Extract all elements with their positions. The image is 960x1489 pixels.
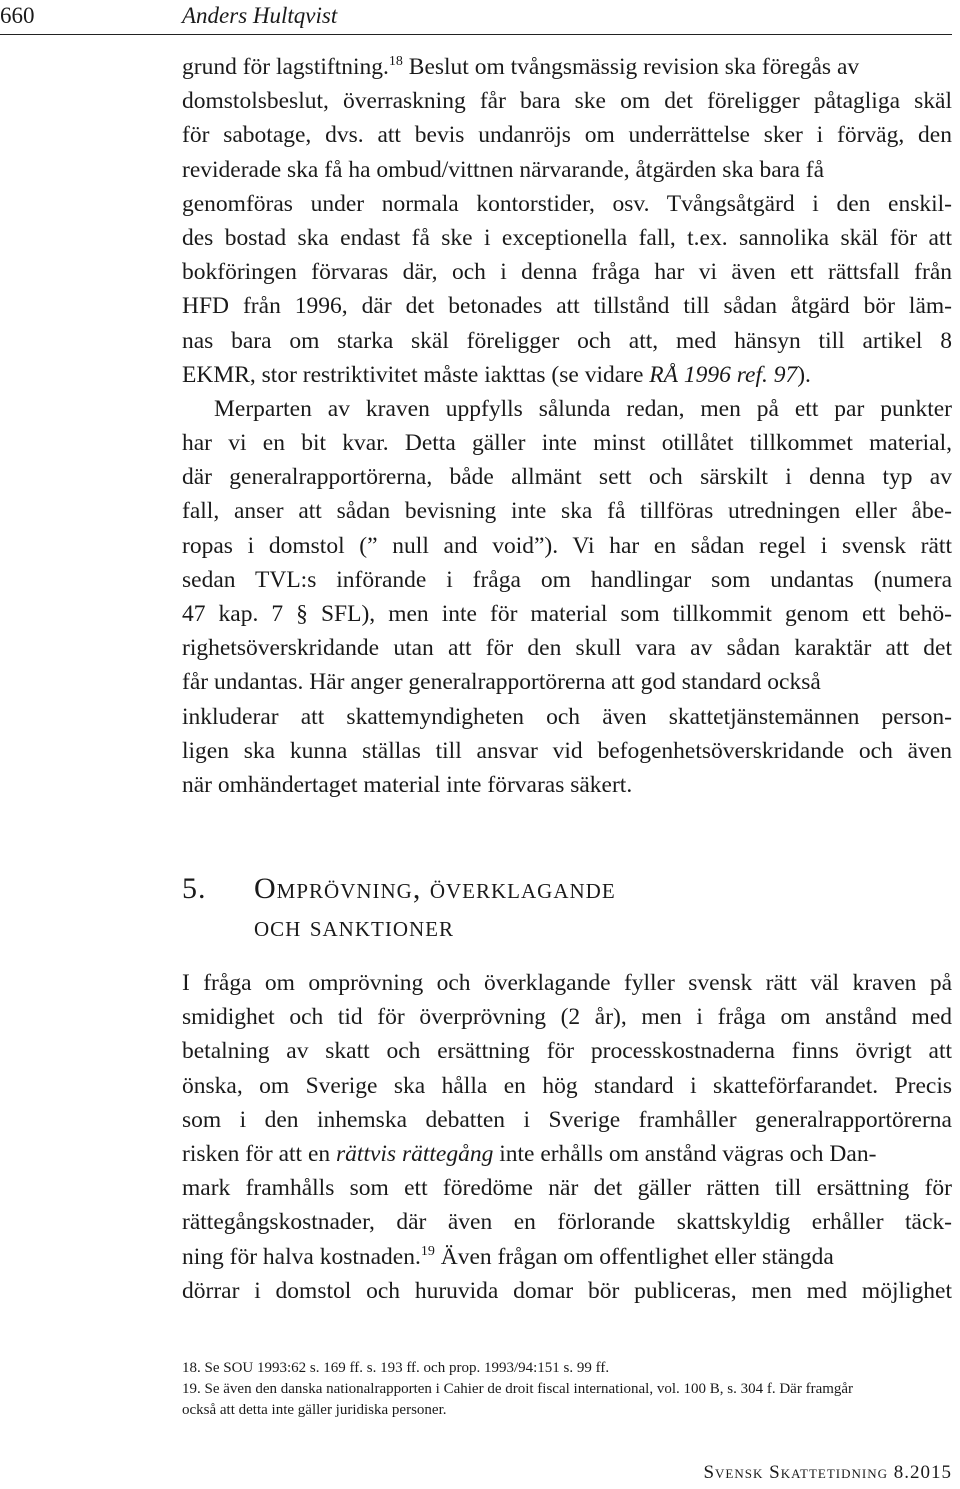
footnotes (182, 1358, 952, 1421)
body-text-top (182, 50, 952, 802)
section-title-line-2: och sanktioner (254, 910, 454, 943)
footnote-19: 19. Se även den danska nationalrapporten i Cahier de droit fiscal international, vol. 100 B, s. 304 f. Där framgår (182, 1381, 854, 1397)
text-line: HFD från 1996, där det betonades att tillstånd till sådan åtgärd bör läm- (182, 293, 952, 320)
text-line: des bostad ska endast få ske i exceptionella fall, t.ex. sannolika skäl för att (182, 224, 952, 251)
header-rule (0, 34, 952, 35)
text-line: som i den inhemska debatten i Sverige framhåller generalrapportörerna (182, 1106, 952, 1133)
text-line: mark framhålls som ett föredöme när det gäller rätten till ersättning för (182, 1175, 952, 1202)
text-line: ning för halva kostnaden.$^{19}$ Även frågan om offentlighet eller stängda (182, 1243, 834, 1270)
text-line: för sabotage, dvs. att bevis undanröjs om underrättelse sker i förväg, den (182, 122, 952, 149)
footnote-19-continued: också att detta inte gäller juridiska personer. (182, 1402, 447, 1418)
text-line: betalning av skatt och ersättning för processkostnaderna finns övrigt att (182, 1038, 952, 1065)
section-number: 5. (182, 872, 207, 905)
page-header (0, 0, 960, 36)
text-line: ropas i domstol (” null and void”). Vi har en sådan regel i svensk rätt (182, 532, 952, 559)
body-text-section (182, 966, 952, 1308)
case-reference: RÅ 1996 ref. 97 (649, 361, 798, 388)
text-line: inkluderar att skattemyndigheten och även skattetjänstemännen person- (182, 703, 952, 730)
text-line: när omhändertaget material inte förvaras säkert. (182, 771, 633, 798)
text-line: smidighet och tid för överprövning (2 år), men i fråga om anstånd med (182, 1004, 952, 1031)
text-line: rättegångskostnader, där även en förlorande skattskyldig erhåller täck- (182, 1209, 952, 1236)
text-line: önska, om Sverige ska hålla en hög standard i skatteförfarandet. Precis (182, 1072, 952, 1099)
footnote-ref-19[interactable]: 19 (420, 1243, 435, 1259)
text-line: domstolsbeslut, överraskning får bara ske om det föreligger påtagliga skäl (182, 88, 952, 115)
emphasis-phrase: rättvis rättegång (336, 1140, 494, 1167)
text-line: reviderade ska få ha ombud/vittnen närvarande, åtgärden ska bara få (182, 156, 825, 183)
journal-footer: Svensk Skattetidning 8.2015 (703, 1462, 952, 1483)
text-line: nas bara om starka skäl föreligger och att, med hänsyn till artikel 8 (182, 327, 952, 354)
text-line: bokföringen förvaras där, och i denna fråga har vi även ett rättsfall från (182, 259, 952, 286)
text-line: risken för att en rättvis rättegång inte erhålls om anstånd vägras och Dan- (182, 1140, 877, 1167)
text-line: EKMR, stor restriktivitet måste iakttas (se vidare RÅ 1996 ref. 97). (182, 361, 811, 388)
text-line: sedan TVL:s införande i fråga om handlingar som undantas (numera (182, 566, 952, 593)
text-line: grund för lagstiftning.$^{18}$ Beslut om tvångsmässig revision ska föregås av (182, 54, 860, 80)
footnote-18: 18. Se SOU 1993:62 s. 169 ff. s. 193 ff. och prop. 1993/94:151 s. 99 ff. (182, 1360, 610, 1376)
text-line: ligen ska kunna ställas till ansvar vid befogenhetsöverskridande och även (182, 737, 952, 764)
text-line: genomföras under normala kontorstider, osv. Tvångsåtgärd i den enskil- (182, 190, 952, 217)
running-head-author: Anders Hultqvist (182, 3, 338, 28)
page-number: 660 (0, 3, 35, 28)
text-line: 47 kap. 7 § SFL), men inte för material som tillkommit genom ett behö- (182, 601, 952, 627)
text-line: får undantas. Här anger generalrapportörerna att god standard också (182, 669, 821, 696)
text-line: där generalrapportörerna, både allmänt sett och särskilt i denna typ av (182, 464, 952, 491)
footnote-ref-18[interactable]: 18 (388, 54, 403, 69)
section-heading (182, 870, 952, 946)
text-line: dörrar i domstol och huruvida domar bör publiceras, men med möjlighet (182, 1277, 952, 1304)
section-title-line-1: Omprövning, överklagande (254, 872, 616, 905)
text-line: fall, anser att sådan bevisning inte ska få tillföras utredningen eller åbe- (182, 498, 952, 525)
text-line: I fråga om omprövning och överklagande fyller svensk rätt väl kraven på (182, 970, 952, 996)
text-line: Merparten av kraven uppfylls sålunda redan, men på ett par punkter (214, 395, 952, 422)
text-line: righetsöverskridande utan att för den skull vara av sådan karaktär att det (182, 635, 952, 662)
text-line: har vi en bit kvar. Detta gäller inte minst otillåtet tillkommet material, (182, 430, 952, 457)
